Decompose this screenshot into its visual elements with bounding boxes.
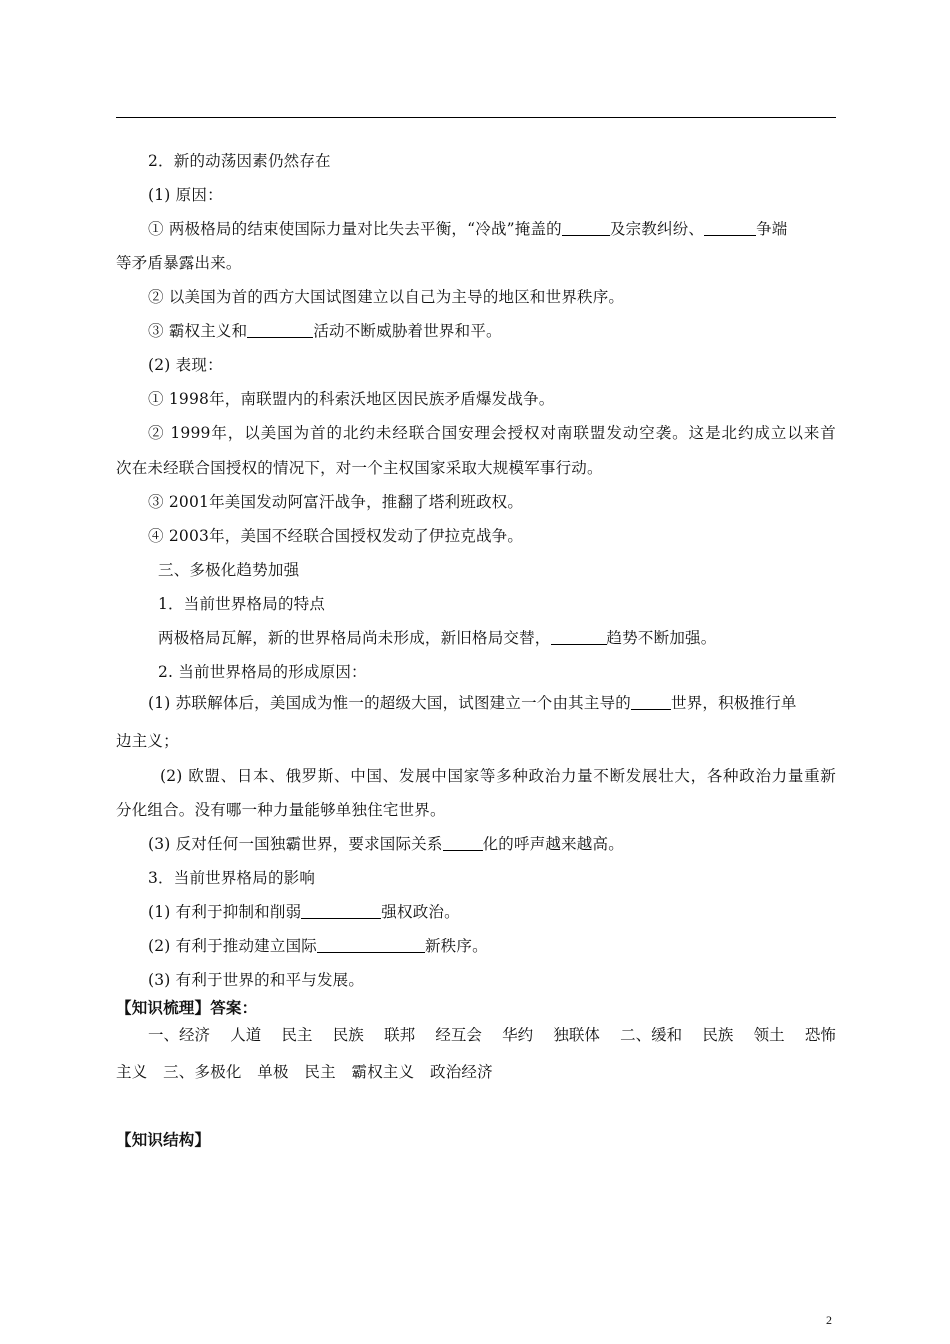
fill-blank[interactable] bbox=[704, 221, 756, 236]
reason-1-continued: 边主义； bbox=[116, 732, 179, 750]
fill-blank[interactable] bbox=[443, 836, 483, 851]
fill-blank[interactable] bbox=[301, 904, 381, 919]
manifestation-2-continued: 次在未经联合国授权的情况下，对一个主权国家采取大规模军事行动。 bbox=[116, 459, 603, 477]
fill-blank[interactable] bbox=[247, 323, 313, 338]
structure-heading: 【知识结构】 bbox=[116, 1131, 211, 1149]
topic-1-text-a: 两极格局瓦解，新的世界格局尚未形成，新旧格局交替， bbox=[158, 629, 551, 647]
topic-3-heading: 3．当前世界格局的影响 bbox=[148, 869, 316, 887]
reason-2: (2) 欧盟、日本、俄罗斯、中国、发展中国家等多种政治力量不断发展壮大，各种政治力量重新 bbox=[160, 767, 836, 785]
effect-2-text-b: 新秩序。 bbox=[424, 937, 488, 955]
effect-1-text-b: 强权政治。 bbox=[381, 903, 460, 921]
page-number: 2 bbox=[826, 1313, 832, 1327]
subheading-manifestations: (2) 表现： bbox=[148, 356, 223, 374]
cause-1 bbox=[148, 219, 788, 239]
cause-3 bbox=[148, 321, 502, 341]
reason-1-text-a: (1) 苏联解体后，美国成为惟一的超级大国，试图建立一个由其主导的 bbox=[148, 694, 631, 712]
cause-1-text-b: 及宗教纠纷、 bbox=[609, 220, 705, 238]
reason-1 bbox=[148, 693, 797, 713]
effect-1 bbox=[148, 902, 460, 922]
topic-1-text-b: 趋势不断加强。 bbox=[606, 629, 717, 647]
reason-3 bbox=[148, 834, 624, 854]
reason-1-text-b: 世界，积极推行单 bbox=[671, 694, 797, 712]
effect-2-text-a: (2) 有利于推动建立国际 bbox=[148, 937, 317, 955]
answer-item: 经互会 bbox=[435, 1026, 482, 1044]
section-heading-3: 三、多极化趋势加强 bbox=[158, 561, 300, 579]
answer-item: 民族 bbox=[702, 1026, 734, 1044]
fill-blank[interactable] bbox=[631, 695, 671, 710]
cause-3-text-a: ③ 霸权主义和 bbox=[148, 322, 248, 340]
answer-item: 华约 bbox=[502, 1026, 534, 1044]
effect-3: (3) 有利于世界的和平与发展。 bbox=[148, 971, 365, 989]
topic-2-heading: 2. 当前世界格局的形成原因： bbox=[158, 663, 367, 681]
reason-3-text-b: 化的呼声越来越高。 bbox=[482, 835, 624, 853]
cause-1-text-a: ① 两极格局的结束使国际力量对比失去平衡，“冷战”掩盖的 bbox=[148, 220, 562, 238]
cause-2: ② 以美国为首的西方大国试图建立以自己为主导的地区和世界秩序。 bbox=[148, 288, 625, 306]
manifestation-2: ② 1999年，以美国为首的北约未经联合国安理会授权对南联盟发动空袭。这是北约成立以来首 bbox=[148, 424, 836, 442]
fill-blank[interactable] bbox=[317, 938, 425, 953]
answers-line-2: 主义 三、多极化 单极 民主 霸权主义 政治经济 bbox=[116, 1063, 493, 1081]
reason-3-text-a: (3) 反对任何一国独霸世界，要求国际关系 bbox=[148, 835, 443, 853]
answer-item: 二、缓和 bbox=[620, 1026, 683, 1044]
answer-item: 人道 bbox=[230, 1026, 262, 1044]
answer-item: 恐怖 bbox=[804, 1026, 836, 1044]
topic-1-heading: 1．当前世界格局的特点 bbox=[158, 595, 326, 613]
manifestation-1: ① 1998年，南联盟内的科索沃地区因民族矛盾爆发战争。 bbox=[148, 390, 555, 408]
cause-3-text-b: 活动不断威胁着世界和平。 bbox=[313, 322, 502, 340]
fill-blank[interactable] bbox=[551, 630, 607, 645]
section-heading: 2．新的动荡因素仍然存在 bbox=[148, 152, 331, 170]
answer-item: 联邦 bbox=[384, 1026, 416, 1044]
reason-2-continued: 分化组合。没有哪一种力量能够单独住宅世界。 bbox=[116, 801, 446, 819]
subheading-causes: (1) 原因： bbox=[148, 186, 223, 204]
cause-1-text-c: 争端 bbox=[756, 220, 788, 238]
manifestation-4: ④ 2003年，美国不经联合国授权发动了伊拉克战争。 bbox=[148, 527, 524, 545]
topic-1-text bbox=[158, 628, 716, 648]
answer-item: 独联体 bbox=[553, 1026, 600, 1044]
answers-line-1 bbox=[148, 1025, 836, 1045]
answer-item: 领土 bbox=[753, 1026, 785, 1044]
answer-item: 民族 bbox=[332, 1026, 364, 1044]
cause-1-continued: 等矛盾暴露出来。 bbox=[116, 254, 242, 272]
answer-heading: 【知识梳理】答案： bbox=[116, 999, 258, 1017]
fill-blank[interactable] bbox=[562, 221, 610, 236]
effect-2 bbox=[148, 936, 488, 956]
effect-1-text-a: (1) 有利于抑制和削弱 bbox=[148, 903, 302, 921]
answer-item: 民主 bbox=[281, 1026, 313, 1044]
manifestation-3: ③ 2001年美国发动阿富汗战争，推翻了塔利班政权。 bbox=[148, 493, 524, 511]
answer-item: 一、经济 bbox=[148, 1026, 211, 1044]
header-rule bbox=[116, 117, 836, 118]
